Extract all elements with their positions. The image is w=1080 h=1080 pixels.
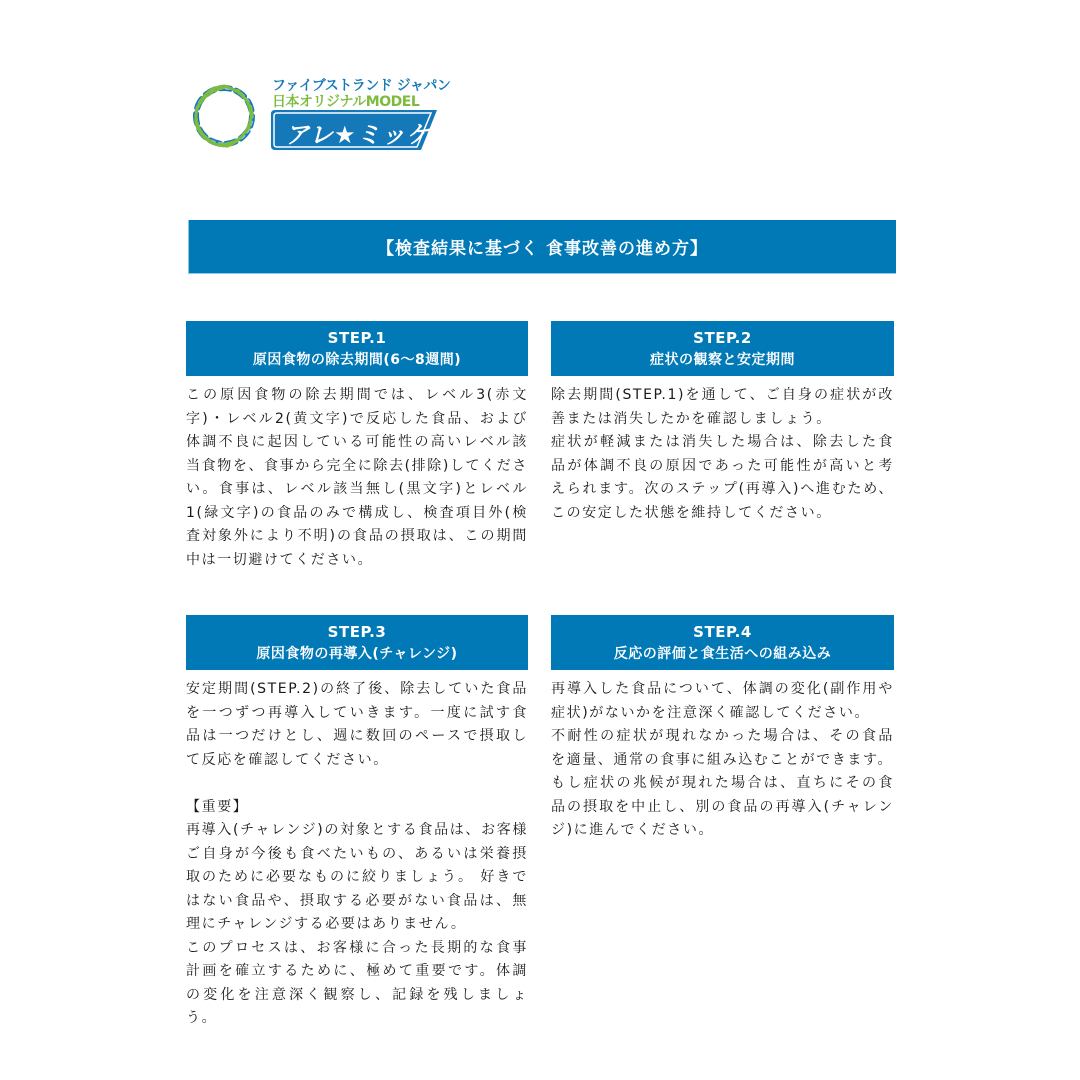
step-4-paragraph: 不耐性の症状が現れなかった場合は、その食品を適量、通常の食事に組み込むことができます。	[551, 728, 894, 768]
step-2-header	[551, 321, 894, 376]
step-1-section	[186, 321, 528, 572]
step-1-title: 原因食物の除去期間(6〜8週間)	[252, 351, 462, 368]
logo-product-name: アレ★ミッケ	[285, 121, 432, 149]
step-3-number: STEP.3	[327, 622, 387, 641]
logo-company-name: ファイブストランド ジャパン	[272, 78, 451, 94]
step-2-number: STEP.2	[693, 328, 752, 347]
step-1-header	[186, 321, 528, 376]
important-paragraph: 再導入(チャレンジ)の対象とする食品は、お客様ご自身が今後も食べたいもの、あるいは栄養摂取のために必要なものに絞りましょう。 好きではない食品や、摂取する必要がない食品は、無理にチャレンジする必要はありません。	[186, 822, 528, 932]
step-1-body	[186, 384, 528, 572]
step-1-paragraph: この原因食物の除去期間では、レベル3(赤文字)・レベル2(黄文字)で反応した食品、および体調不良に起因している可能性の高いレベル該当食物を、食事から完全に除去(排除)してください。食事は、レベル該当無し(黒文字)とレベル1(緑文字)の食品のみで構成し、検査項目外(検査対象外により不明)の食品の摂取は、この期間中は一切避けてください。	[186, 387, 528, 568]
dna-ring-icon	[188, 80, 260, 152]
step-4-title: 反応の評価と食生活への組み込み	[613, 645, 832, 662]
step-4-header	[551, 615, 894, 670]
step-4-section	[551, 615, 894, 843]
step-3-section	[186, 615, 528, 1031]
step-3-title: 原因食物の再導入(チャレンジ)	[256, 645, 458, 662]
step-2-paragraph: 除去期間(STEP.1)を通して、ご自身の症状が改善または消失したかを確認しましょう。	[551, 387, 894, 427]
important-label: 【重要】	[186, 798, 249, 815]
step-2-body	[551, 384, 894, 525]
step-4-paragraph: もし症状の兆候が現れた場合は、直ちにその食品の摂取を中止し、別の食品の再導入(チャレンジ)に進んでください。	[551, 775, 894, 838]
important-paragraph: このプロセスは、お客様に合った長期的な食事計画を確立するために、極めて重要です。体調の変化を注意深く観察し、記録を残しましょう。	[186, 939, 528, 1026]
step-3-header	[186, 615, 528, 670]
step-2-title: 症状の観察と安定期間	[650, 351, 795, 368]
step-2-section	[551, 321, 894, 525]
logo-tagline: 日本オリジナルMODEL	[272, 94, 420, 110]
step-4-body	[551, 678, 894, 843]
step-4-paragraph: 再導入した食品について、体調の変化(副作用や症状)がないかを注意深く確認してください。	[551, 681, 894, 721]
logo-badge	[271, 110, 437, 150]
page-title: 【検査結果に基づく 食事改善の進め方】	[377, 239, 708, 259]
spacer	[186, 772, 528, 796]
page-title-banner	[188, 220, 896, 274]
step-3-paragraph: 安定期間(STEP.2)の終了後、除去していた食品を一つずつ再導入していきます。一度に試す食品は一つだけとし、週に数回のペースで摂取して反応を確認してください。	[186, 681, 528, 768]
step-3-body	[186, 678, 528, 1031]
step-2-paragraph: 症状が軽減または消失した場合は、除去した食品が体調不良の原因であった可能性が高いと考えられます。次のステップ(再導入)へ進むため、この安定した状態を維持してください。	[551, 434, 894, 521]
step-4-number: STEP.4	[693, 622, 752, 641]
step-1-number: STEP.1	[327, 328, 387, 347]
brand-logo	[188, 72, 451, 154]
